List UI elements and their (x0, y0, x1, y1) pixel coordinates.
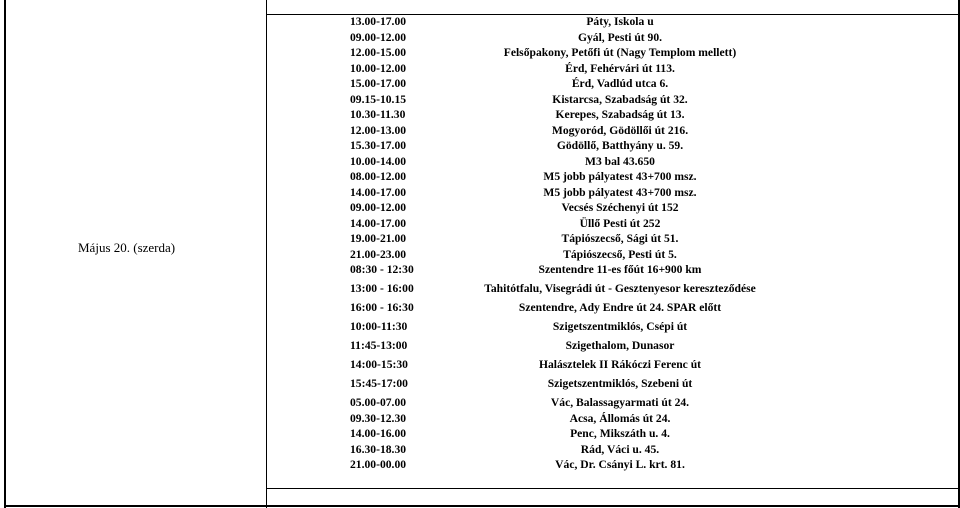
table-row (350, 301, 960, 320)
row-place: Tahitótfalu, Visegrádi út - Gesztenyesor kereszteződése (484, 282, 756, 295)
row-time: 14.00-16.00 (350, 427, 407, 440)
table-row (350, 155, 960, 171)
table-row (350, 201, 960, 217)
table-row (350, 458, 960, 474)
row-divider-bottom (266, 488, 960, 489)
row-place: Vác, Dr. Csányi L. krt. 81. (555, 458, 685, 471)
row-time: 08:30 - 12:30 (350, 263, 414, 276)
row-time: 09.30-12.30 (350, 411, 407, 425)
row-time: 19.00-21.00 (350, 232, 407, 245)
row-place: Tápiószecső, Pesti út 5. (563, 247, 677, 261)
row-place: Szentendre, Ady Endre út 24. SPAR előtt (518, 301, 722, 314)
row-place: M3 bal 43.650 (585, 154, 655, 168)
row-place: Szigethalom, Dunasor (565, 339, 675, 352)
table-row (350, 46, 960, 62)
table-row (350, 339, 960, 358)
table-row (350, 320, 960, 339)
row-place: Kistarcsa, Szabadság út 32. (552, 92, 688, 106)
row-time: 13:00 - 16:00 (350, 282, 414, 295)
schedule-rows (350, 15, 960, 474)
row-time: 13.00-17.00 (350, 15, 407, 28)
row-place: M5 jobb pályatest 43+700 msz. (543, 185, 697, 199)
row-place: Gyál, Pesti út 90. (577, 30, 663, 44)
row-time: 14:00-15:30 (350, 358, 408, 371)
table-row (350, 396, 960, 412)
table-row (350, 77, 960, 93)
row-time: 09.15-10.15 (350, 92, 407, 106)
row-place: Felsőpakony, Petőfi út (Nagy Templom mellett) (503, 46, 737, 59)
row-time: 21.00-23.00 (350, 247, 407, 261)
table-row (350, 108, 960, 124)
table-border-bottom (4, 505, 960, 507)
table-row (350, 248, 960, 264)
row-place: Érd, Fehérvári út 113. (565, 61, 675, 75)
row-time: 14.00-17.00 (350, 185, 407, 199)
row-time: 10.00-12.00 (350, 61, 407, 75)
row-place: Halásztelek II Rákóczi Ferenc út (538, 358, 702, 371)
row-time: 11:45-13:00 (350, 339, 408, 352)
table-row (350, 217, 960, 233)
row-place: Mogyoród, Gödöllői út 216. (551, 123, 689, 137)
table-row (350, 443, 960, 459)
table-row (350, 93, 960, 109)
table-row (350, 377, 960, 396)
row-time: 09.00-12.00 (350, 30, 407, 44)
row-time: 16.30-18.30 (350, 442, 407, 456)
table-row (350, 139, 960, 155)
table-row (350, 62, 960, 78)
row-place: Szigetszentmiklós, Csépi út (552, 320, 688, 333)
table-row (350, 232, 960, 248)
row-place: Acsa, Állomás út 24. (569, 411, 671, 425)
table-row (350, 124, 960, 140)
row-time: 14.00-17.00 (350, 216, 407, 230)
row-time: 15.00-17.00 (350, 77, 407, 90)
row-place: Vecsés Széchenyi út 152 (561, 201, 679, 214)
row-time: 15.30-17.00 (350, 139, 407, 152)
table-row (350, 186, 960, 202)
row-place: Penc, Mikszáth u. 4. (570, 427, 670, 440)
row-time: 10.30-11.30 (350, 108, 406, 121)
row-time: 15:45-17:00 (350, 377, 408, 390)
row-place: M5 jobb pályatest 43+700 msz. (543, 170, 697, 183)
row-time: 05.00-07.00 (350, 396, 407, 409)
table-row (350, 427, 960, 443)
row-time: 10:00-11:30 (350, 320, 408, 333)
row-time: 12.00-13.00 (350, 123, 407, 137)
row-place: Páty, Iskola u (586, 15, 654, 28)
table-row (350, 263, 960, 282)
table-row (350, 282, 960, 301)
row-place: Érd, Vadlúd utca 6. (571, 77, 669, 90)
row-time: 21.00-00.00 (350, 458, 407, 471)
table-border-left (4, 0, 6, 508)
table-row (350, 15, 960, 31)
row-place: Rád, Váci u. 45. (580, 442, 660, 456)
row-place: Vác, Balassagyarmati út 24. (550, 396, 690, 409)
row-time: 12.00-15.00 (350, 46, 407, 59)
row-place: Gödöllő, Batthyány u. 59. (556, 139, 684, 152)
day-label: Május 20. (szerda) (78, 240, 176, 255)
row-place: Kerepes, Szabadság út 13. (555, 108, 685, 121)
table-row (350, 170, 960, 186)
table-row (350, 412, 960, 428)
row-place: Szentendre 11-es főút 16+900 km (538, 263, 702, 276)
row-time: 09.00-12.00 (350, 201, 407, 214)
table-row (350, 31, 960, 47)
row-time: 08.00-12.00 (350, 170, 407, 183)
table-row (350, 358, 960, 377)
row-time: 16:00 - 16:30 (350, 301, 414, 314)
row-place: Tápiószecső, Sági út 51. (561, 232, 679, 245)
row-place: Üllő Pesti út 252 (579, 216, 661, 230)
row-place: Szigetszentmiklós, Szebeni út (547, 377, 693, 390)
row-time: 10.00-14.00 (350, 154, 407, 168)
column-divider (266, 0, 267, 508)
